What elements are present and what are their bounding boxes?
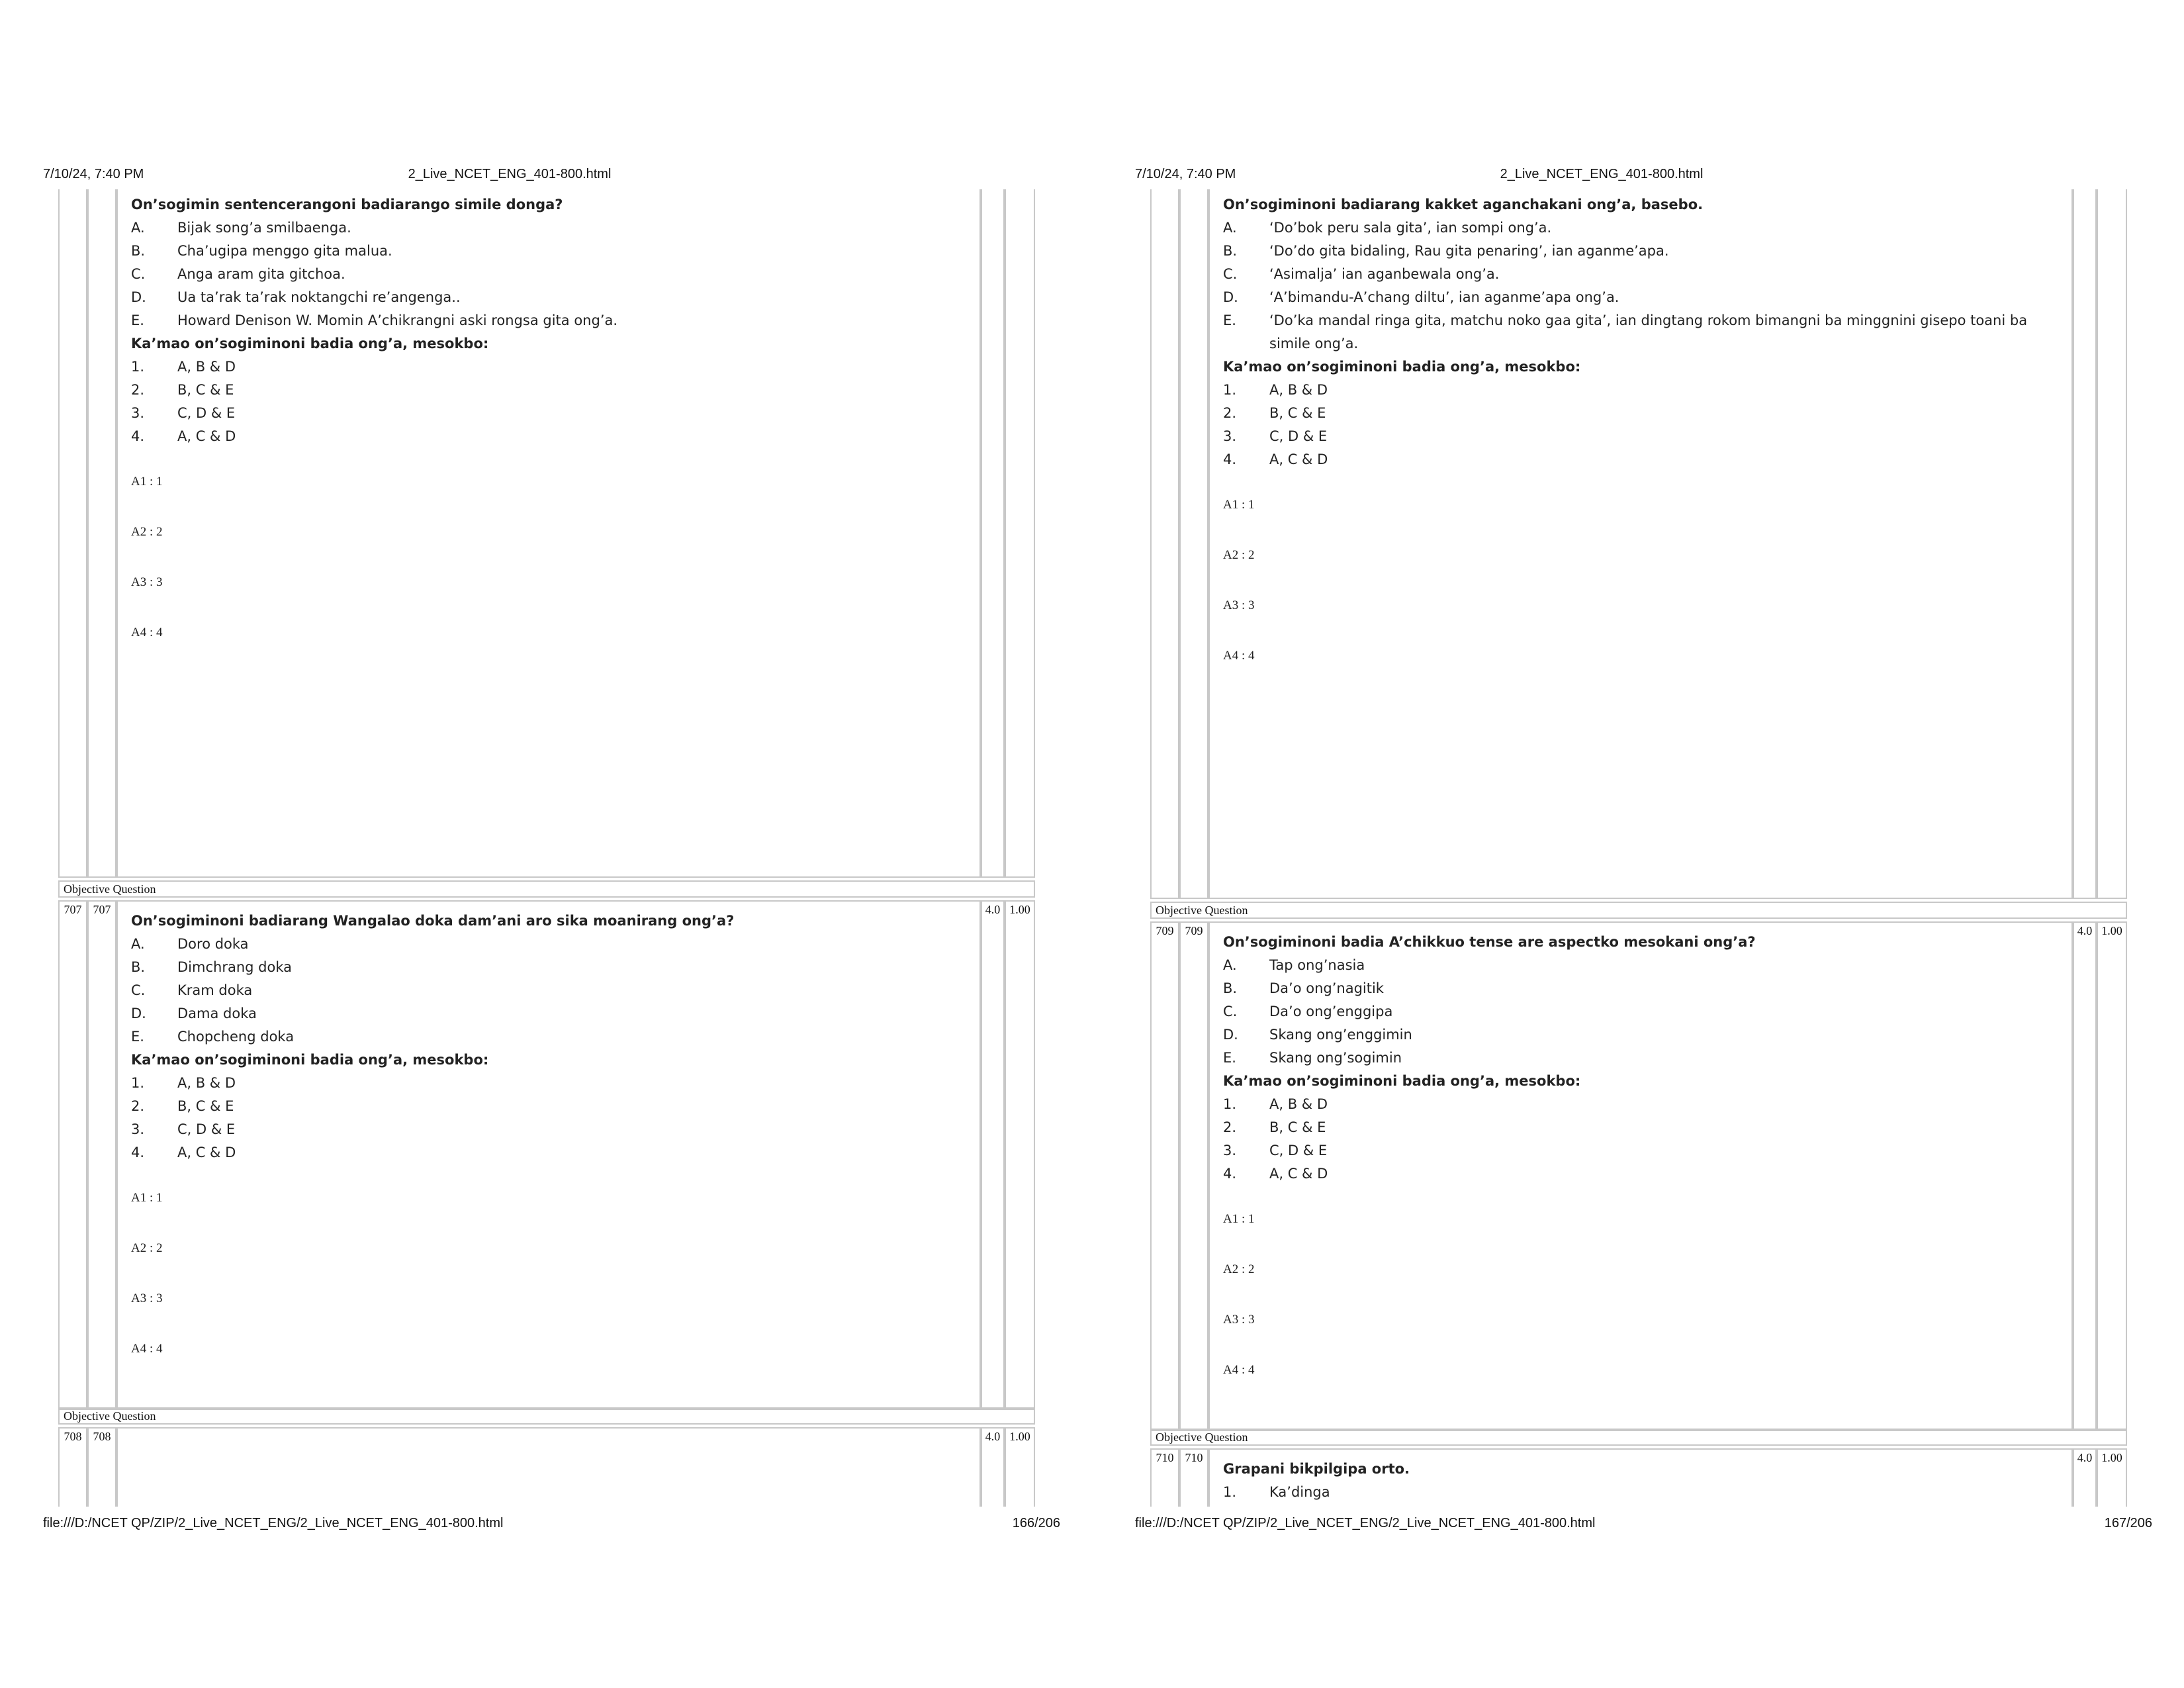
option-item: A. Tap ong’nasia bbox=[1223, 957, 1365, 973]
option-item: B. Da’o ong’nagitik bbox=[1223, 980, 1384, 996]
question-row-continued bbox=[1150, 189, 2127, 899]
marks-value: 4.0 bbox=[981, 1427, 1005, 1507]
print-file-name: 2_Live_NCET_ENG_401-800.html bbox=[408, 167, 612, 181]
question-id: 707 bbox=[58, 900, 87, 1410]
section-label: Objective Question bbox=[58, 880, 1035, 898]
choice-prompt: Ka’mao on’sogiminoni badia ong’a, mesokbo: bbox=[131, 1052, 489, 1068]
option-item: C. ‘Asimalja’ ian aganbewala ong’a. bbox=[1223, 266, 1500, 282]
option-item: E. ‘Do’ka mandal ringa gita, matchu noko gaa gita’, ian dingtang rokom bimangni ba minggnini gisepo toani ba simile ong’a. bbox=[1223, 312, 2028, 352]
print-page-167 bbox=[1092, 0, 2184, 1688]
option-item: C. Anga aram gita gitchoa. bbox=[131, 266, 345, 282]
question-text: On’sogimin sentencerangoni badiarango simile donga? bbox=[131, 197, 563, 212]
choice-item: 2. B, C & E bbox=[1223, 405, 1326, 421]
choice-item: 2. B, C & E bbox=[131, 382, 234, 398]
answer-key: A2 : 2 bbox=[1223, 548, 1255, 562]
negative-marks-cell bbox=[2097, 189, 2127, 899]
choice-item: 4. A, C & D bbox=[131, 1145, 236, 1160]
id-cell bbox=[87, 189, 116, 878]
answer-key: A3 : 3 bbox=[131, 1291, 163, 1305]
answer-key: A2 : 2 bbox=[131, 1241, 163, 1255]
option-item: D. Skang ong’enggimin bbox=[1223, 1027, 1412, 1043]
question-id: 709 bbox=[1150, 921, 1179, 1431]
question-row-709 bbox=[1150, 921, 2127, 1431]
print-page-number: 166/206 bbox=[1012, 1516, 1060, 1530]
question-id: 707 bbox=[87, 900, 116, 1410]
marks-cell bbox=[981, 189, 1005, 878]
question-row-continued bbox=[58, 189, 1035, 878]
choice-item: 1. A, B & D bbox=[131, 359, 236, 375]
print-date: 7/10/24, 7:40 PM bbox=[43, 167, 144, 181]
id-cell bbox=[1179, 189, 1208, 899]
negative-marks-value: 1.00 bbox=[2097, 1448, 2127, 1507]
choice-item: 4. A, C & D bbox=[1223, 451, 1328, 467]
print-file-url: file:///D:/NCET QP/ZIP/2_Live_NCET_ENG/2_Live_NCET_ENG_401-800.html bbox=[1135, 1516, 1596, 1530]
choice-item: 3. C, D & E bbox=[131, 405, 236, 421]
marks-value: 4.0 bbox=[981, 900, 1005, 1410]
choice-item: 1. A, B & D bbox=[1223, 1096, 1328, 1112]
print-page-number: 167/206 bbox=[2104, 1516, 2152, 1530]
choice-item: 4. A, C & D bbox=[1223, 1166, 1328, 1182]
option-item: E. Howard Denison W. Momin A’chikrangni aski rongsa gita ong’a. bbox=[131, 312, 618, 328]
print-date: 7/10/24, 7:40 PM bbox=[1135, 167, 1236, 181]
option-item: D. ‘A’bimandu-A’chang diltu’, ian aganme’apa ong’a. bbox=[1223, 289, 1619, 305]
answer-key: A1 : 1 bbox=[1223, 1212, 1255, 1226]
question-id: 710 bbox=[1179, 1448, 1208, 1507]
question-content bbox=[131, 193, 972, 676]
option-item: B. ‘Do’do gita bidaling, Rau gita penaring’, ian aganme’apa. bbox=[1223, 243, 1669, 259]
option-item: B. Dimchrang doka bbox=[131, 959, 292, 975]
print-file-name: 2_Live_NCET_ENG_401-800.html bbox=[1500, 167, 1704, 181]
question-id: 710 bbox=[1150, 1448, 1179, 1507]
answer-key: A3 : 3 bbox=[131, 575, 163, 589]
choice-item: 2. B, C & E bbox=[131, 1098, 234, 1114]
choice-item: 3. C, D & E bbox=[131, 1121, 236, 1137]
answer-key: A3 : 3 bbox=[1223, 1313, 1255, 1327]
print-file-url: file:///D:/NCET QP/ZIP/2_Live_NCET_ENG/2_Live_NCET_ENG_401-800.html bbox=[43, 1516, 504, 1530]
marks-cell bbox=[2073, 189, 2097, 899]
negative-marks-value: 1.00 bbox=[1005, 1427, 1035, 1507]
id-cell bbox=[1150, 189, 1179, 899]
question-content bbox=[1223, 931, 2064, 1413]
answer-key: A2 : 2 bbox=[131, 525, 163, 539]
choice-item: 3. C, D & E bbox=[1223, 428, 1328, 444]
choice-item: 4. A, C & D bbox=[131, 428, 236, 444]
answer-key: A4 : 4 bbox=[131, 1342, 163, 1356]
negative-marks-value: 1.00 bbox=[1005, 900, 1035, 1410]
question-row-707 bbox=[58, 900, 1035, 1410]
choice-item: 3. C, D & E bbox=[1223, 1143, 1328, 1158]
option-item: D. Dama doka bbox=[131, 1006, 257, 1021]
answer-key: A4 : 4 bbox=[1223, 1363, 1255, 1377]
answer-key: A3 : 3 bbox=[1223, 598, 1255, 612]
question-row-708 bbox=[58, 1427, 1035, 1507]
option-item: A. Bijak song’a smilbaenga. bbox=[131, 220, 351, 236]
choice-item: 1. A, B & D bbox=[131, 1075, 236, 1091]
question-id: 708 bbox=[58, 1427, 87, 1507]
question-content bbox=[131, 910, 972, 1392]
choice-prompt: Ka’mao on’sogiminoni badia ong’a, mesokbo: bbox=[1223, 1073, 1581, 1089]
section-label: Objective Question bbox=[58, 1407, 1035, 1425]
option-item: C. Da’o ong’enggipa bbox=[1223, 1004, 1393, 1019]
question-text: Grapani bikpilgipa orto. bbox=[1223, 1461, 1410, 1477]
choice-item: 2. B, C & E bbox=[1223, 1119, 1326, 1135]
choice-item: 1. A, B & D bbox=[1223, 382, 1328, 398]
answer-key: A1 : 1 bbox=[1223, 498, 1255, 512]
question-cell bbox=[116, 1427, 981, 1507]
question-text: On’sogiminoni badiarang Wangalao doka dam’ani aro sika moanirang ong’a? bbox=[131, 913, 735, 929]
question-content bbox=[1223, 1458, 2064, 1507]
answer-key: A4 : 4 bbox=[131, 626, 163, 639]
section-label: Objective Question bbox=[1150, 1429, 2127, 1446]
choice-item: 1. Ka’dinga bbox=[1223, 1484, 1330, 1500]
negative-marks-cell bbox=[1005, 189, 1035, 878]
negative-marks-value: 1.00 bbox=[2097, 921, 2127, 1431]
question-id: 709 bbox=[1179, 921, 1208, 1431]
choice-prompt: Ka’mao on’sogiminoni badia ong’a, mesokbo: bbox=[131, 336, 489, 352]
question-table bbox=[0, 189, 1092, 1507]
question-row-710 bbox=[1150, 1448, 2127, 1507]
option-item: D. Ua ta’rak ta’rak noktangchi re’angenga.. bbox=[131, 289, 461, 305]
choice-item bbox=[1223, 1504, 2064, 1507]
option-item: E. Chopcheng doka bbox=[131, 1029, 295, 1045]
marks-value: 4.0 bbox=[2073, 1448, 2097, 1507]
option-item: C. Kram doka bbox=[131, 982, 253, 998]
answer-key: A4 : 4 bbox=[1223, 649, 1255, 663]
question-text: On’sogiminoni badiarang kakket aganchakani ong’a, basebo. bbox=[1223, 197, 1704, 212]
answer-key: A1 : 1 bbox=[131, 1191, 163, 1205]
question-id: 708 bbox=[87, 1427, 116, 1507]
marks-value: 4.0 bbox=[2073, 921, 2097, 1431]
option-item: A. Doro doka bbox=[131, 936, 249, 952]
option-item: B. Cha’ugipa menggo gita malua. bbox=[131, 243, 392, 259]
section-label: Objective Question bbox=[1150, 902, 2127, 919]
answer-key: A2 : 2 bbox=[1223, 1262, 1255, 1276]
question-text: On’sogiminoni badia A’chikkuo tense are aspectko mesokani ong’a? bbox=[1223, 934, 1756, 950]
option-item: A. ‘Do’bok peru sala gita’, ian sompi ong’a. bbox=[1223, 220, 1552, 236]
question-table bbox=[1092, 189, 2184, 1507]
id-cell bbox=[58, 189, 87, 878]
choice-prompt: Ka’mao on’sogiminoni badia ong’a, mesokbo: bbox=[1223, 359, 1581, 375]
answer-key: A1 : 1 bbox=[131, 475, 163, 489]
option-item: E. Skang ong’sogimin bbox=[1223, 1050, 1402, 1066]
question-content bbox=[1223, 193, 2064, 699]
